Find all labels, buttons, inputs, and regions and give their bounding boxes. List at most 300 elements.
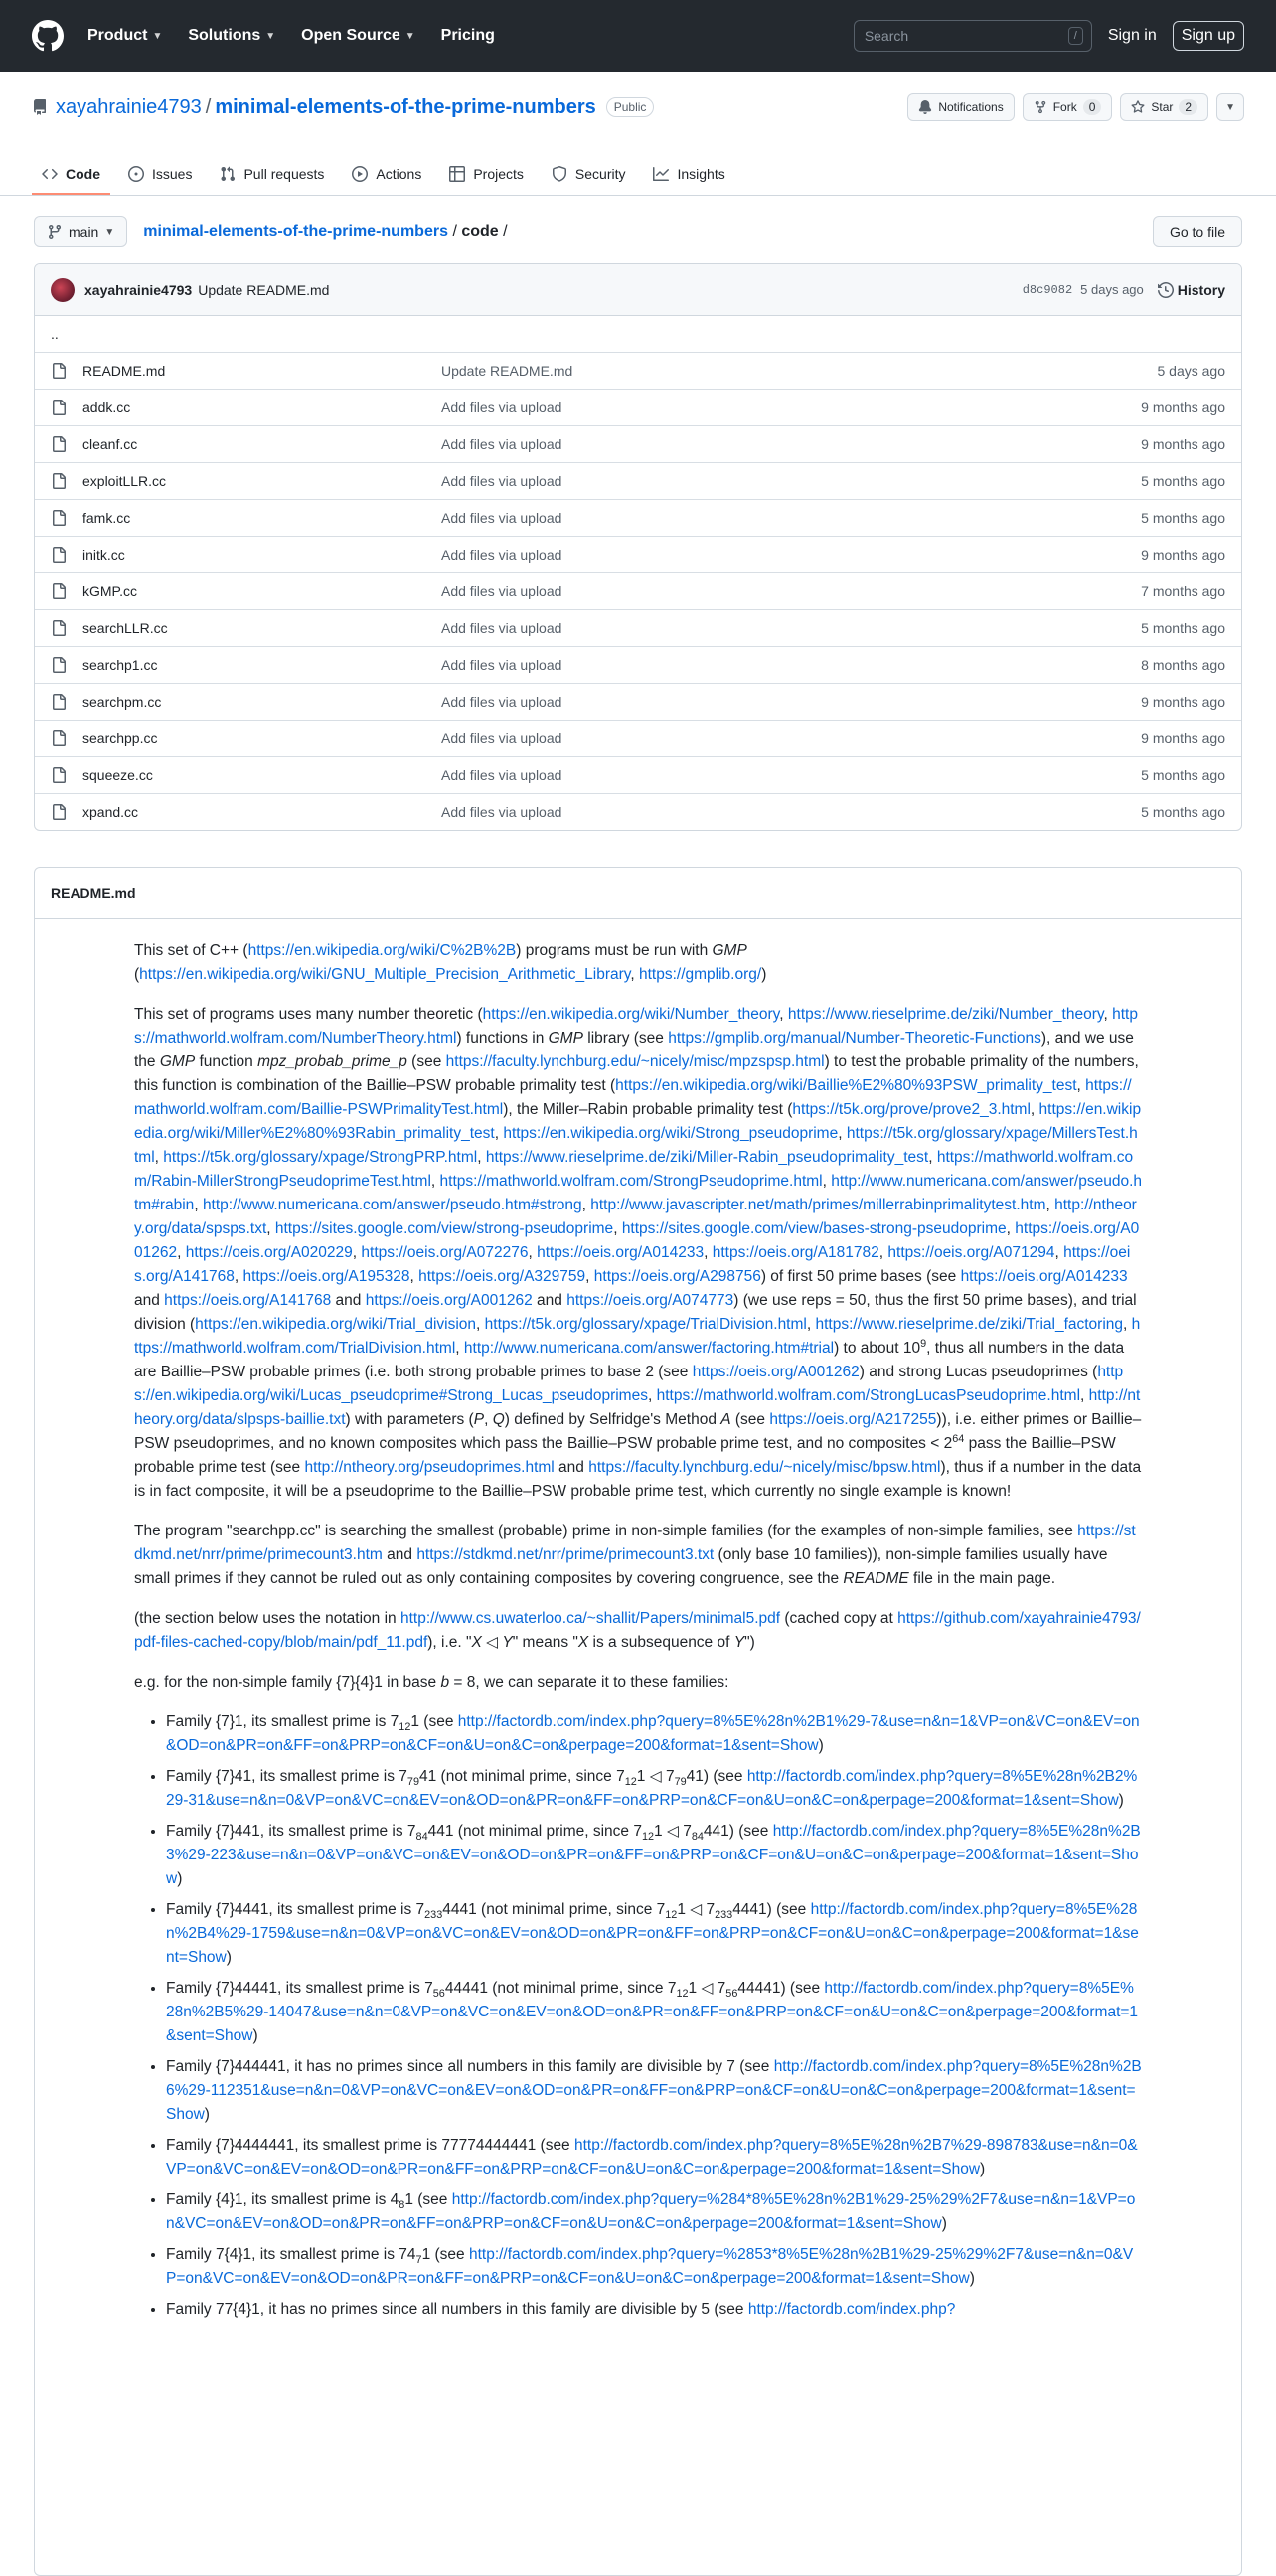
file-age: 9 months ago — [1141, 547, 1225, 563]
go-to-file-button[interactable]: Go to file — [1153, 216, 1242, 247]
file-name-link[interactable]: exploitLLR.cc — [82, 473, 167, 489]
readme-link[interactable]: https://oeis.org/A329759 — [418, 1268, 586, 1285]
list-item — [166, 2243, 1142, 2291]
text: (cached copy at — [780, 1610, 898, 1627]
family-description: Family {7}4444441, its smallest prime is 77774444441 (see — [166, 2137, 574, 2154]
file-row[interactable] — [35, 646, 1241, 683]
readme-link[interactable]: https://oeis.org/A141768 — [164, 1292, 332, 1309]
family-description: Family {7}441, its smallest prime is $7_{84}441$ (not minimal prime, since $7_{12}1$ ◁ $7_{84}441$) (see — [166, 1823, 773, 1844]
readme-link[interactable]: https://oeis.org/A014233 — [960, 1268, 1128, 1285]
file-age: 7 months ago — [1141, 583, 1225, 599]
file-name-link[interactable]: README.md — [82, 363, 166, 379]
text: , — [476, 1316, 485, 1333]
star-count: 2 — [1179, 99, 1197, 115]
readme-link[interactable]: https://en.wikipedia.org/wiki/Miller%E2%80%93Rabin_primality_test — [134, 1101, 1142, 1142]
emphasis: mpz_probab_prime_p — [257, 1053, 407, 1070]
nav-pricing[interactable] — [441, 27, 495, 45]
factordb-link[interactable]: http://factordb.com/index.php?query=8%5E%28n%2B5%29-14047&use=n&n=0&VP=on&VC=on&EV=on&OD=on&PR=on&FF=on&PRP=on&CF=on&U=on&C=on&perpage=200&format=1&sent=Show — [166, 1980, 1139, 2044]
text: and — [134, 1292, 165, 1309]
breadcrumb-repo-link[interactable]: minimal-elements-of-the-prime-numbers — [143, 223, 448, 240]
file-icon — [51, 436, 67, 452]
text: (see — [406, 1053, 446, 1070]
text: ) — [226, 1949, 232, 1966]
tab-issues[interactable] — [118, 149, 202, 195]
global-header — [0, 0, 1276, 72]
text: , — [779, 1006, 788, 1023]
text: This set of programs uses many number theoretic ( — [134, 1006, 483, 1023]
history-icon — [1158, 282, 1174, 298]
nav-solutions-label: Solutions — [188, 27, 261, 44]
var-x: X — [471, 1634, 482, 1651]
text: ) — [204, 2106, 210, 2123]
readme-link[interactable]: https://sites.google.com/view/strong-pseudoprime — [274, 1220, 614, 1237]
text: " means " — [512, 1634, 578, 1651]
text: (only base 10 families)), non-simple families usually have small primes if they cannot be ruled out as only containing composites by covering congruence, see the — [134, 1546, 1108, 1587]
file-commit-message[interactable]: Add files via upload — [441, 400, 562, 415]
text: ) (we use reps = 50, thus the first 50 prime bases), and trial division ( — [134, 1292, 1137, 1333]
tab-pull-requests[interactable] — [210, 149, 334, 195]
text: , — [647, 1387, 657, 1404]
readme-paragraph-intro — [134, 939, 1142, 987]
text: function — [195, 1053, 258, 1070]
repo-name-link[interactable]: minimal-elements-of-the-prime-numbers — [215, 95, 596, 118]
readme-link[interactable]: https://oeis.org/A072276 — [361, 1244, 529, 1261]
readme-panel — [34, 867, 1242, 2576]
readme-link[interactable]: https://oeis.org/A181782 — [712, 1244, 879, 1261]
file-commit-message[interactable]: Add files via upload — [441, 436, 562, 452]
avatar[interactable] — [51, 278, 75, 302]
file-row[interactable] — [35, 572, 1241, 609]
file-name-link[interactable]: cleanf.cc — [82, 436, 138, 452]
file-row[interactable] — [35, 793, 1241, 830]
readme-paragraph-notation — [134, 1607, 1142, 1655]
git-branch-icon — [47, 224, 63, 240]
text: , — [494, 1125, 504, 1142]
text: , — [409, 1268, 419, 1285]
readme-link[interactable]: https://gmplib.org/manual/Number-Theoretic-Functions — [668, 1030, 1041, 1046]
text: ) — [969, 2270, 975, 2287]
text: = 8, we can separate it to these families: — [449, 1674, 729, 1690]
readme-link[interactable]: https://www.rieselprime.de/ziki/Trial_factoring — [815, 1316, 1124, 1333]
nav-open-source[interactable] — [301, 27, 414, 45]
readme-link[interactable]: https://mathworld.wolfram.com/NumberTheory.html — [134, 1006, 1138, 1046]
factordb-link[interactable]: http://factordb.com/index.php?query=%2853*8%5E%28n%2B1%29-25%29%2F7&use=n&n=0&VP=on&VC=on&EV=on&OD=on&PR=on&FF=on&PRP=on&CF=on&U=on&C=on&perpage=200&format=1&sent=Show — [166, 2246, 1134, 2287]
file-age: 9 months ago — [1141, 436, 1225, 452]
emphasis: P — [473, 1411, 485, 1428]
readme-link[interactable]: https://oeis.org/A071294 — [887, 1244, 1055, 1261]
readme-link[interactable]: https://mathworld.wolfram.com/TrialDivision.html — [134, 1316, 1141, 1357]
file-icon — [51, 730, 67, 746]
breadcrumb-row — [0, 196, 1276, 249]
commit-message[interactable]: Update README.md — [198, 281, 330, 298]
file-name-link[interactable]: famk.cc — [82, 510, 131, 526]
family-description: Family {4}1, its smallest prime is $4_81$ (see — [166, 2191, 452, 2212]
readme-link[interactable]: https://en.wikipedia.org/wiki/Baillie%E2%80%93PSW_primality_test — [615, 1077, 1077, 1094]
nav-product-label: Product — [87, 27, 148, 44]
text: ) — [761, 966, 767, 983]
text: , — [1123, 1316, 1132, 1333]
file-name-link[interactable]: searchp1.cc — [82, 657, 158, 673]
readme-link[interactable]: https://stdkmd.net/nrr/prime/primecount3.txt — [416, 1546, 715, 1563]
chevron-down-icon: ▼ — [404, 30, 415, 42]
list-item — [166, 2134, 1142, 2181]
list-item — [166, 2298, 1142, 2322]
file-icon — [51, 363, 67, 379]
code-icon — [42, 166, 58, 182]
file-name-link[interactable]: addk.cc — [82, 400, 131, 415]
github-logo-icon[interactable] — [32, 20, 64, 52]
readme-link[interactable]: https://oeis.org/A014233 — [537, 1244, 705, 1261]
readme-link[interactable]: https://en.wikipedia.org/wiki/Lucas_pseudoprime#Strong_Lucas_pseudoprimes — [134, 1364, 1124, 1404]
text: , — [928, 1149, 937, 1166]
readme-link[interactable]: https://oeis.org/A074773 — [566, 1292, 734, 1309]
text: The program "searchpp.cc" is searching the smallest (probable) prime in non-simple families (for the examples of non-simple families, see — [134, 1523, 1078, 1539]
readme-link[interactable]: http://www.javascripter.net/math/primes/millerrabinprimalitytest.htm — [590, 1197, 1046, 1213]
file-row[interactable] — [35, 425, 1241, 462]
readme-link[interactable]: https://gmplib.org/ — [639, 966, 762, 983]
text: and — [382, 1546, 417, 1563]
text: library (see — [582, 1030, 669, 1046]
text: , — [1006, 1220, 1016, 1237]
text: (the section below uses the notation in — [134, 1610, 400, 1627]
family-description: Family {7}41, its smallest prime is $7_{79}41$ (not minimal prime, since $7_{12}1$ ◁ $7_{79}41$) (see — [166, 1768, 747, 1789]
readme-paragraph-example — [134, 1671, 1142, 1694]
file-name-link[interactable]: searchpp.cc — [82, 730, 158, 746]
readme-link[interactable]: https://www.rieselprime.de/ziki/Miller-Rabin_pseudoprimality_test — [485, 1149, 929, 1166]
search-shortcut-key: / — [1068, 27, 1083, 45]
text: file in the main page. — [908, 1570, 1056, 1587]
parent-directory-row[interactable] — [35, 316, 1241, 352]
table-icon — [449, 166, 465, 182]
text: , — [581, 1197, 591, 1213]
play-circle-icon — [352, 166, 368, 182]
readme-paragraph-searchpp — [134, 1520, 1142, 1591]
file-list — [35, 316, 1241, 830]
file-row[interactable] — [35, 389, 1241, 425]
file-row[interactable] — [35, 720, 1241, 756]
file-name-link[interactable]: xpand.cc — [82, 804, 139, 820]
exponent: 9 — [920, 1337, 927, 1350]
readme-link[interactable]: https://en.wikipedia.org/wiki/GNU_Multiple_Precision_Arithmetic_Library — [139, 966, 631, 983]
text: , — [1045, 1197, 1055, 1213]
repo-actions — [907, 93, 1244, 121]
readme-link[interactable]: https://oeis.org/A020229 — [185, 1244, 353, 1261]
factordb-link[interactable]: http://factordb.com/index.php?query=8%5E%28n%2B1%29-7&use=n&n=1&VP=on&VC=on&EV=on&OD=on&PR=on&FF=on&PRP=on&CF=on&U=on&C=on&perpage=200&format=1&sent=Show — [166, 1713, 1140, 1754]
factordb-link[interactable]: http://factordb.com/index.php?query=8%5E%28n%2B2%29-31&use=n&n=0&VP=on&VC=on&EV=on&OD=on&PR=on&FF=on&PRP=on&CF=on&U=on&C=on&perpage=200&format=1&sent=Show — [166, 1768, 1138, 1809]
readme-link[interactable]: https://faculty.lynchburg.edu/~nicely/misc/bpsw.html — [588, 1459, 941, 1476]
text: ) — [177, 1870, 183, 1887]
readme-link[interactable]: https://oeis.org/A195328 — [242, 1268, 410, 1285]
file-name-link[interactable]: kGMP.cc — [82, 583, 137, 599]
nav-solutions[interactable] — [188, 27, 275, 45]
notifications-label: Notifications — [938, 100, 1004, 114]
readme-emphasis: README — [843, 1570, 909, 1587]
readme-link[interactable]: https://mathworld.wolfram.com/StrongLucasPseudoprime.html — [656, 1387, 1081, 1404]
text: , — [585, 1268, 594, 1285]
file-name-link[interactable]: initk.cc — [82, 547, 125, 563]
family-description: Family {7}4441, its smallest prime is $7_{233}4441$ (not minimal prime, since $7_{12}1$ ◁ $7_{233}4441$) (see — [166, 1901, 811, 1922]
text: , — [613, 1220, 622, 1237]
chevron-down-icon: ▼ — [104, 226, 115, 238]
text: ) with parameters ( — [345, 1411, 474, 1428]
text: ), and we use the — [134, 1030, 1134, 1070]
file-commit-message[interactable]: Add files via upload — [441, 583, 562, 599]
readme-link[interactable]: http://www.cs.uwaterloo.ca/~shallit/Papers/minimal5.pdf — [399, 1610, 781, 1627]
readme-content — [35, 919, 1241, 2322]
file-icon — [51, 583, 67, 599]
tab-code[interactable] — [32, 149, 110, 195]
text: , — [1030, 1101, 1039, 1118]
sign-in-link[interactable]: Sign in — [1107, 27, 1157, 44]
readme-link[interactable]: https://t5k.org/glossary/xpage/StrongPRP.html — [163, 1149, 478, 1166]
file-icon — [51, 400, 67, 415]
issue-icon — [128, 166, 144, 182]
commit-sha[interactable]: d8c9082 — [1022, 282, 1073, 297]
file-name-link[interactable]: squeeze.cc — [82, 767, 153, 783]
repo-path-separator: / — [205, 95, 212, 118]
text: , — [806, 1316, 816, 1333]
tab-actions[interactable] — [342, 149, 431, 195]
notifications-button[interactable] — [907, 93, 1014, 121]
file-name-link[interactable]: searchpm.cc — [82, 694, 162, 710]
readme-link[interactable]: https://stdkmd.net/nrr/prime/primecount3.htm — [134, 1523, 1136, 1563]
readme-link[interactable]: https://oeis.org/A298756 — [593, 1268, 761, 1285]
breadcrumb-current-dir: code — [461, 223, 499, 240]
commit-author[interactable]: xayahrainie4793 — [84, 281, 193, 298]
readme-link[interactable]: https://github.com/xayahrainie4793/pdf-files-cached-copy/blob/main/pdf_11.pdf — [134, 1610, 1141, 1651]
text: , — [704, 1244, 713, 1261]
readme-link[interactable]: https://mathworld.wolfram.com/StrongPseudoprime.html — [439, 1173, 823, 1190]
family-list — [134, 1710, 1142, 2322]
list-item — [166, 2188, 1142, 2236]
file-age: 5 months ago — [1141, 767, 1225, 783]
text: ) and strong Lucas pseudoprimes ( — [859, 1364, 1098, 1380]
file-commit-message[interactable]: Add files via upload — [441, 730, 562, 746]
text: , — [878, 1244, 888, 1261]
readme-link[interactable]: https://oeis.org/A001262 — [134, 1220, 1140, 1261]
list-item — [166, 1898, 1142, 1970]
star-dropdown-button[interactable] — [1216, 93, 1244, 121]
file-age: 8 months ago — [1141, 657, 1225, 673]
star-button[interactable] — [1120, 93, 1208, 121]
readme-link[interactable]: https://mathworld.wolfram.com/Rabin-MillerStrongPseudoprimeTest.html — [134, 1149, 1134, 1190]
file-age: 5 months ago — [1141, 620, 1225, 636]
file-age: 9 months ago — [1141, 400, 1225, 415]
text: ), the Miller–Rabin probable primality test ( — [503, 1101, 793, 1118]
readme-link[interactable]: https://en.wikipedia.org/wiki/Number_theory — [482, 1006, 780, 1023]
file-row[interactable] — [35, 499, 1241, 536]
text: , — [1076, 1077, 1086, 1094]
text: , — [838, 1125, 847, 1142]
star-icon — [1131, 100, 1145, 114]
file-commit-message[interactable]: Update README.md — [441, 363, 573, 379]
text: ) to about 10 — [834, 1340, 921, 1357]
file-commit-message[interactable]: Add files via upload — [441, 620, 562, 636]
text: ) functions in — [456, 1030, 549, 1046]
var-y: Y — [502, 1634, 513, 1651]
visibility-badge: Public — [606, 97, 655, 117]
tab-actions-label: Actions — [376, 166, 422, 182]
readme-link[interactable]: https://oeis.org/A141768 — [134, 1244, 1131, 1285]
readme-link[interactable]: https://faculty.lynchburg.edu/~nicely/misc/mpzspsp.html — [445, 1053, 825, 1070]
repo-title-row — [32, 87, 1244, 127]
file-age: 9 months ago — [1141, 694, 1225, 710]
commit-age: 5 days ago — [1080, 282, 1144, 297]
text: , — [455, 1340, 464, 1357]
emphasis: GMP — [548, 1030, 583, 1046]
tab-pull-requests-label: Pull requests — [243, 166, 325, 182]
tab-insights-label: Insights — [677, 166, 725, 182]
file-commit-message[interactable]: Add files via upload — [441, 510, 562, 526]
readme-link[interactable]: http://ntheory.org/data/spsps.txt — [134, 1197, 1137, 1237]
readme-link[interactable]: https://www.rieselprime.de/ziki/Number_theory — [787, 1006, 1104, 1023]
fork-icon — [1034, 100, 1047, 114]
repo-header — [0, 72, 1276, 196]
text: and — [331, 1292, 366, 1309]
breadcrumb-separator: / — [452, 223, 457, 240]
fork-button[interactable] — [1023, 93, 1113, 121]
readme-link[interactable]: https://oeis.org/A217255 — [769, 1411, 937, 1428]
file-commit-message[interactable]: Add files via upload — [441, 547, 562, 563]
file-commit-message[interactable]: Add files via upload — [441, 657, 562, 673]
readme-link[interactable]: https://t5k.org/prove/prove2_3.html — [792, 1101, 1031, 1118]
sign-up-button[interactable]: Sign up — [1173, 21, 1244, 51]
text: ), i.e. " — [427, 1634, 472, 1651]
file-row[interactable] — [35, 352, 1241, 389]
file-icon — [51, 767, 67, 783]
readme-link[interactable]: https://mathworld.wolfram.com/Baillie-PSWPrimalityTest.html — [134, 1077, 1132, 1118]
bell-icon — [918, 100, 932, 114]
text: ) programs must be run with — [516, 942, 713, 959]
search-input[interactable] — [863, 27, 1041, 45]
history-label: History — [1177, 281, 1225, 298]
factordb-link[interactable]: http://factordb.com/index.php?query=8%5E%28n%2B3%29-223&use=n&n=0&VP=on&VC=on&EV=on&OD=on&PR=on&FF=on&PRP=on&CF=on&U=on&C=on&perpage=200&format=1&sent=Show — [166, 1823, 1141, 1887]
exponent: 64 — [952, 1432, 965, 1445]
readme-link[interactable]: https://oeis.org/A001262 — [692, 1364, 860, 1380]
nav-open-source-label: Open Source — [301, 27, 400, 44]
commit-meta — [1023, 282, 1225, 298]
breadcrumb-trailing-separator: / — [503, 223, 508, 240]
tab-projects[interactable] — [439, 149, 534, 195]
readme-title: README.md — [35, 868, 1241, 919]
file-row[interactable] — [35, 756, 1241, 793]
repo-owner-link[interactable]: xayahrainie4793 — [56, 95, 202, 118]
readme-link[interactable]: https://t5k.org/glossary/xpage/TrialDivision.html — [484, 1316, 807, 1333]
factordb-link[interactable]: http://factordb.com/index.php?query=%284*8%5E%28n%2B1%29-25%29%2F7&use=n&n=1&VP=on&VC=on&EV=on&OD=on&PR=on&FF=on&PRP=on&CF=on&U=on&C=on&perpage=200&format=1&sent=Show — [166, 2191, 1136, 2232]
text: and — [532, 1292, 567, 1309]
file-commit-message[interactable]: Add files via upload — [441, 473, 562, 489]
readme-link[interactable]: http://www.numericana.com/answer/pseudo.htm#strong — [202, 1197, 582, 1213]
text: , — [477, 1149, 486, 1166]
tab-issues-label: Issues — [152, 166, 193, 182]
readme-link[interactable]: https://en.wikipedia.org/wiki/Strong_pseudoprime — [503, 1125, 839, 1142]
readme-link[interactable]: https://en.wikipedia.org/wiki/C%2B%2B — [247, 942, 517, 959]
readme-link[interactable]: http://ntheory.org/data/slpsps-baillie.txt — [134, 1387, 1141, 1428]
readme-link[interactable]: http://www.numericana.com/answer/factoring.htm#trial — [463, 1340, 835, 1357]
fork-count: 0 — [1083, 99, 1102, 115]
file-name-link[interactable]: searchLLR.cc — [82, 620, 168, 636]
list-item — [166, 1820, 1142, 1891]
global-nav — [87, 27, 495, 45]
factordb-link[interactable]: http://factordb.com/index.php?query=8%5E%28n%2B6%29-112351&use=n&n=0&VP=on&VC=on&EV=on&OD=on&PR=on&FF=on&PRP=on&CF=on&U=on&C=on&perpage=200&format=1&sent=Show — [166, 2058, 1142, 2123]
var-b: b — [440, 1674, 450, 1690]
file-row[interactable] — [35, 536, 1241, 572]
file-age: 5 months ago — [1141, 510, 1225, 526]
tab-security[interactable] — [542, 149, 636, 195]
history-link[interactable] — [1158, 282, 1225, 298]
parent-directory-link[interactable]: .. — [51, 326, 59, 342]
repo-tabs — [32, 149, 1244, 195]
file-row[interactable] — [35, 609, 1241, 646]
factordb-link[interactable]: http://factordb.com/index.php?query=8%5E%28n%2B4%29-1759&use=n&n=0&VP=on&VC=on&EV=on&OD=on&PR=on&FF=on&PRP=on&CF=on&U=on&C=on&perpage=200&format=1&sent=Show — [166, 1901, 1139, 1966]
readme-link[interactable]: https://en.wikipedia.org/wiki/Trial_division — [195, 1316, 477, 1333]
file-icon — [51, 804, 67, 820]
chevron-down-icon: ▼ — [265, 30, 276, 42]
graph-icon — [653, 166, 669, 182]
text: , — [1103, 1006, 1113, 1023]
file-icon — [51, 620, 67, 636]
text: e.g. for the non-simple family {7}{4}1 in base — [134, 1674, 441, 1690]
search-box[interactable] — [854, 20, 1092, 52]
text: ) — [941, 2215, 947, 2232]
text: ") — [744, 1634, 755, 1651]
family-description: Family {7}444441, it has no primes since all numbers in this family are divisible by 7 (see — [166, 2058, 774, 2075]
factordb-link[interactable]: http://factordb.com/index.php?query=8%5E%28n%2B7%29-898783&use=n&n=0&VP=on&VC=on&EV=on&OD=on&PR=on&FF=on&PRP=on&CF=on&U=on&C=on&perpage=200&format=1&sent=Show — [166, 2137, 1138, 2177]
file-icon — [51, 547, 67, 563]
file-icon — [51, 694, 67, 710]
file-commit-message[interactable]: Add files via upload — [441, 804, 562, 820]
text: , — [1054, 1244, 1064, 1261]
tab-insights[interactable] — [643, 149, 734, 195]
text: , — [177, 1244, 186, 1261]
text: ), thus if a number in the data is in fact composite, it will be a pseudoprime to the Baillie–PSW probable prime test, which currently no single example is known! — [134, 1459, 1142, 1500]
text: , — [630, 966, 639, 983]
file-row[interactable] — [35, 462, 1241, 499]
text: is a subsequence of — [588, 1634, 734, 1651]
list-item — [166, 1977, 1142, 2048]
text: , — [822, 1173, 832, 1190]
readme-paragraph-functions — [134, 1003, 1142, 1504]
text: ) of first 50 prime bases (see — [760, 1268, 961, 1285]
text: , — [484, 1411, 493, 1428]
nav-pricing-label: Pricing — [440, 27, 495, 44]
text: ( — [134, 966, 140, 983]
branch-selector[interactable] — [34, 216, 127, 247]
tab-code-label: Code — [66, 166, 100, 182]
factordb-link[interactable]: http://factordb.com/index.php? — [747, 2301, 956, 2318]
text: , — [430, 1173, 440, 1190]
readme-link[interactable]: http://ntheory.org/pseudoprimes.html — [304, 1459, 555, 1476]
text: , — [194, 1197, 203, 1213]
text: ) — [1118, 1792, 1124, 1809]
readme-link[interactable]: http://www.numericana.com/answer/pseudo.htm#rabin — [134, 1173, 1142, 1213]
text: , thus all numbers in the data are Baillie–PSW probable primes (i.e. both strong probable primes to base 2 (see — [134, 1340, 1125, 1380]
family-description: Family 7{4}1, its smallest prime is $74_71$ (see — [166, 2246, 469, 2267]
nav-product[interactable] — [87, 27, 162, 45]
text: ) — [252, 2027, 258, 2044]
emphasis: Q — [492, 1411, 505, 1428]
readme-link[interactable]: https://t5k.org/glossary/xpage/MillersTest.html — [134, 1125, 1138, 1166]
var-x: X — [577, 1634, 589, 1651]
file-icon — [51, 657, 67, 673]
readme-link[interactable]: https://sites.google.com/view/bases-strong-pseudoprime — [621, 1220, 1007, 1237]
file-row[interactable] — [35, 683, 1241, 720]
file-commit-message[interactable]: Add files via upload — [441, 767, 562, 783]
star-label: Star — [1151, 100, 1174, 114]
file-commit-message[interactable]: Add files via upload — [441, 694, 562, 710]
shield-icon — [552, 166, 567, 182]
readme-link[interactable]: https://oeis.org/A001262 — [365, 1292, 533, 1309]
